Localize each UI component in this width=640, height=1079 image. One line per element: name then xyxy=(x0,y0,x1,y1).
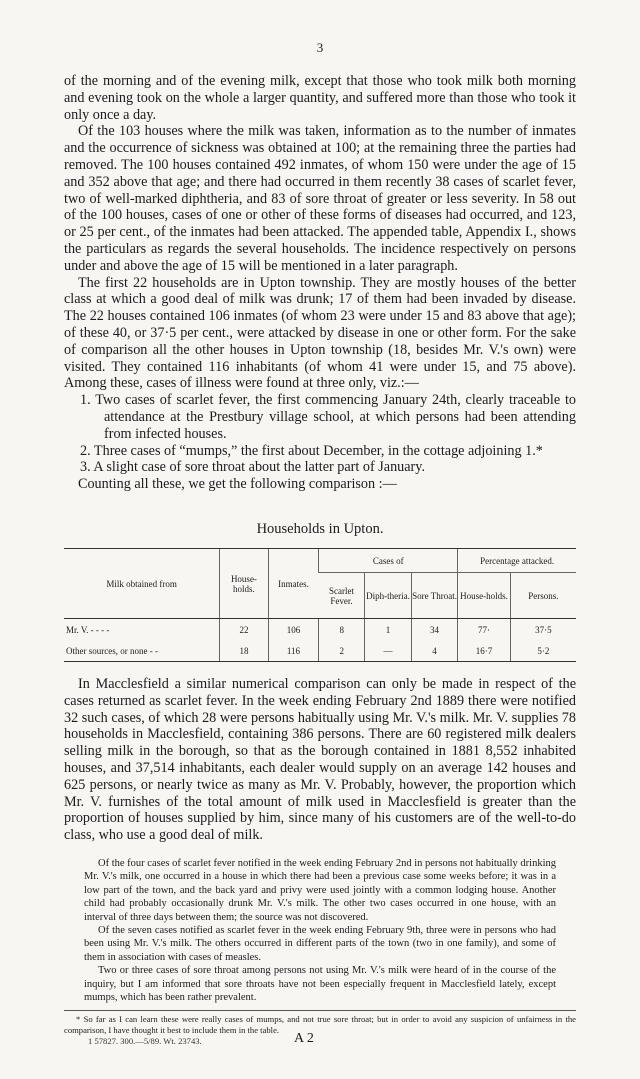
list-item: 3. A slight case of sore throat about the latter part of January. xyxy=(80,459,425,476)
main-text-top xyxy=(64,73,576,493)
column-header: Diph-theria. xyxy=(365,573,411,619)
list-item: 2. Three cases of “mumps,” the first about December, in the cottage adjoining 1.* xyxy=(80,442,543,459)
printer-imprint: 1 57827. 300.—5/89. Wt. 23743. xyxy=(88,1036,202,1046)
column-header: Persons. xyxy=(510,573,576,619)
column-group-header: Cases of xyxy=(319,549,458,573)
table-cell: 22 xyxy=(220,619,269,641)
table-cell: 4 xyxy=(411,640,458,662)
comparison-table xyxy=(64,548,576,662)
note-paragraph: Two or three cases of sore throat among persons not using Mr. V.'s milk were heard of in the course of the inquiry, but I am informed that sore throats have not been especially frequent in Macclesfield lately, except mumps, which has been rather prevalent. xyxy=(84,965,556,1004)
table-cell: 34 xyxy=(411,619,458,641)
column-header: Inmates. xyxy=(268,549,319,619)
column-header: Scarlet Fever. xyxy=(319,573,365,619)
table-cell: 1 xyxy=(365,619,411,641)
table-cell: 2 xyxy=(319,640,365,662)
table-cell: — xyxy=(365,640,411,662)
page-number: 3 xyxy=(316,40,324,55)
paragraph: Of the 103 houses where the milk was taken, information as to the number of inmates and the occurrence of sickness was obtained at 100; at the remaining three the parties had removed. The 100 houses contained 492 inmates, of whom 150 were under the age of 15 and 352 above that age; and there had occurred in them recently 38 cases of scarlet fever, two of well-marked diphtheria, and 83 of sore throat of greater or less severity. In 58 out of the 100 houses, cases of one or other of these forms of diseases had occurred, and 123, or 25 per cent., of the inmates had been attacked. The appended table, Appendix I., shows the particulars as regards the several households. The incidence respectively on persons under and above the age of 15 will be mentioned in a later paragraph. xyxy=(64,123,576,274)
table-cell: 106 xyxy=(268,619,319,641)
table-caption: Households in Upton. xyxy=(256,521,384,537)
table-cell: 77· xyxy=(458,619,510,641)
list-item: 1. Two cases of scarlet fever, the first commencing January 24th, clearly traceable to attendance at the Prestbury village school, at which persons had been attending from infected houses. xyxy=(80,392,576,442)
column-header: Milk obtained from xyxy=(64,549,220,619)
table-cell: 5·2 xyxy=(510,640,576,662)
table-cell: 37·5 xyxy=(510,619,576,641)
note-paragraph: Of the four cases of scarlet fever notified in the week ending February 2nd in persons not habitually drinking Mr. V.'s milk, one occurred in a house in which there had been a previous case some weeks before; it was in a low part of the town, and the back yard and privy were used jointly with a common lodging house. Another child had probably occasionally drunk Mr. V.'s milk. The other two cases occurred in one house, with an interval of three days between them; the source was not discovered. xyxy=(84,858,556,923)
findings-list xyxy=(64,392,576,476)
footnote: * So far as I can learn these were really cases of mumps, and not true sore throat; but in order to avoid any suspicion of unfairness in the comparison, I have thought it best to include them in the table. xyxy=(64,1014,576,1035)
signature-mark: A 2 xyxy=(294,1031,314,1046)
table-row xyxy=(64,640,576,662)
table-cell: 8 xyxy=(319,619,365,641)
table-cell: 116 xyxy=(268,640,319,662)
small-print-notes xyxy=(84,857,556,1004)
table-row xyxy=(64,619,576,641)
paragraph: Counting all these, we get the following comparison :— xyxy=(78,476,397,493)
table-cell: 16·7 xyxy=(458,640,510,662)
table-cell: 18 xyxy=(220,640,269,662)
column-header: Sore Throat. xyxy=(411,573,458,619)
column-header: House-holds. xyxy=(458,573,510,619)
table-cell: Mr. V. - - - - xyxy=(66,624,110,635)
paragraph: of the morning and of the evening milk, except that those who took milk both morning and evening took on the whole a larger quantity, and suffered more than those who took it only once a day. xyxy=(64,73,576,123)
column-header: House-holds. xyxy=(220,549,269,619)
table-cell: Other sources, or none - - xyxy=(64,640,220,662)
main-text-bottom xyxy=(64,676,576,844)
paragraph: In Macclesfield a similar numerical comparison can only be made in respect of the cases returned as scarlet fever. In the week ending February 2nd 1889 there were notified 32 such cases, of which 28 were persons habitually using Mr. V.'s milk. Mr. V. supplies 78 households in Macclesfield, containing 386 persons. There are 60 registered milk dealers selling milk in the borough, so that as the borough contained in 1881 8,552 inhabited houses, and 37,514 inhabitants, each dealer would supply on an average 142 houses and 625 persons, or nearly twice as many as Mr. V. Probably, however, the proportion which Mr. V. furnishes of the total amount of milk used in Macclesfield is greater than the proportion of houses supplied by him, since many of his customers are of the well-to-do class, who use a good deal of milk. xyxy=(64,676,576,844)
column-group-header: Percentage attacked. xyxy=(458,549,576,573)
note-paragraph: Of the seven cases notified as scarlet fever in the week ending February 9th, three were in persons who had been using Mr. V.'s milk. The others occurred in different parts of the town (two in one family), and some of them in association with cases of measles. xyxy=(84,925,556,963)
paragraph: The first 22 households are in Upton township. They are mostly houses of the better class at which a good deal of milk was drunk; 17 of them had been invaded by disease. The 22 houses contained 106 inmates (of whom 23 were under 15 and 83 above that age); of these 40, or 37·5 per cent., were attacked by disease in one or other form. For the sake of comparison all the other houses in Upton township (18, besides Mr. V.'s own) were visited. They contained 116 inhabitants (of whom 41 were under 15, and 75 above). Among these, cases of illness were found at three only, viz.:— xyxy=(64,274,576,392)
footnote-divider xyxy=(64,1010,576,1011)
